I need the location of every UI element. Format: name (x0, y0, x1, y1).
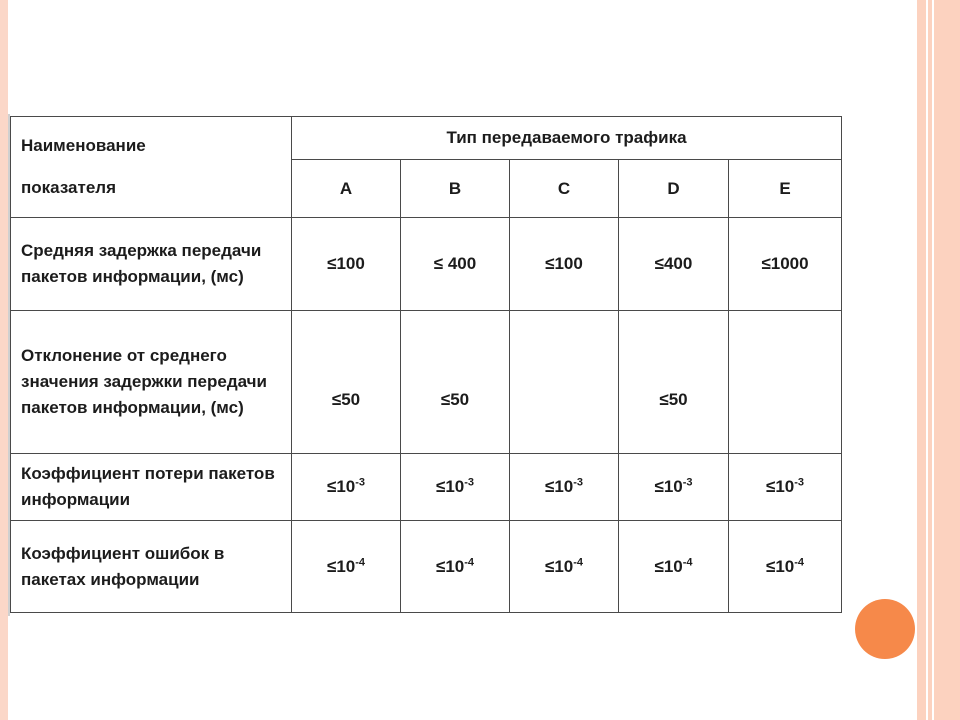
cell-value: ≤ 400 (401, 218, 510, 311)
cell-base: ≤10 (544, 556, 574, 576)
cell-exponent: -3 (355, 476, 366, 489)
cell-value: ≤50 (401, 311, 510, 454)
cell-base: ≤10 (326, 477, 356, 496)
cell-value (510, 454, 619, 521)
cell-value (292, 521, 401, 613)
cell-exponent: -4 (682, 555, 693, 568)
cell-exponent: -4 (794, 555, 805, 568)
cell-base: ≤10 (326, 556, 356, 576)
cell-base: ≤10 (654, 556, 683, 576)
right-decorative-band (917, 0, 960, 720)
header-indicator-line2: показателя (21, 178, 117, 197)
left-decorative-stripe (0, 0, 8, 720)
column-header-e: E (729, 160, 842, 218)
cell-value (401, 521, 510, 613)
cell-value (510, 311, 619, 454)
table-row (11, 311, 842, 454)
cell-exponent: -4 (355, 555, 366, 568)
cell-base: ≤10 (435, 556, 465, 576)
band-line (932, 0, 934, 720)
cell-base: ≤10 (654, 477, 683, 496)
cell-value: ≤1000 (729, 218, 842, 311)
header-indicator-line1: Наименование (21, 136, 146, 155)
cell-value: ≤400 (619, 218, 729, 311)
cell-value: ≤50 (619, 311, 729, 454)
cell-base: ≤10 (766, 556, 795, 576)
table-row (11, 521, 842, 613)
traffic-parameters-table (10, 116, 842, 613)
cell-value (729, 454, 842, 521)
decorative-circle (855, 599, 915, 659)
cell-base: ≤10 (766, 477, 795, 496)
column-header-b: B (401, 160, 510, 218)
cell-value: ≤50 (292, 311, 401, 454)
cell-exponent: -3 (573, 476, 584, 489)
header-indicator-name (11, 117, 292, 218)
table-image (8, 114, 842, 616)
row-name: Коэффициент потери пакетов информации (11, 454, 292, 521)
row-name: Отклонение от среднего значения задержки передачи пакетов информации, (мс) (11, 311, 292, 454)
cell-exponent: -4 (464, 555, 475, 568)
cell-base: ≤10 (435, 477, 465, 496)
column-header-c: C (510, 160, 619, 218)
table-row (11, 454, 842, 521)
cell-value (619, 521, 729, 613)
cell-value (401, 454, 510, 521)
cell-exponent: -4 (573, 555, 584, 568)
header-traffic-type: Тип передаваемого трафика (292, 117, 842, 160)
row-name: Средняя задержка передачи пакетов информации, (мс) (11, 218, 292, 311)
band-line (926, 0, 928, 720)
cell-exponent: -3 (464, 476, 475, 489)
cell-base: ≤10 (544, 477, 574, 496)
cell-exponent: -3 (682, 476, 693, 489)
column-header-a: A (292, 160, 401, 218)
cell-value (729, 521, 842, 613)
row-name: Коэффициент ошибок в пакетах информации (11, 521, 292, 613)
cell-value: ≤100 (510, 218, 619, 311)
table-row (11, 218, 842, 311)
cell-value (292, 454, 401, 521)
column-header-d: D (619, 160, 729, 218)
header-row (11, 117, 842, 160)
cell-value (619, 454, 729, 521)
cell-value (510, 521, 619, 613)
cell-value (729, 311, 842, 454)
cell-value: ≤100 (292, 218, 401, 311)
cell-exponent: -3 (794, 476, 805, 489)
